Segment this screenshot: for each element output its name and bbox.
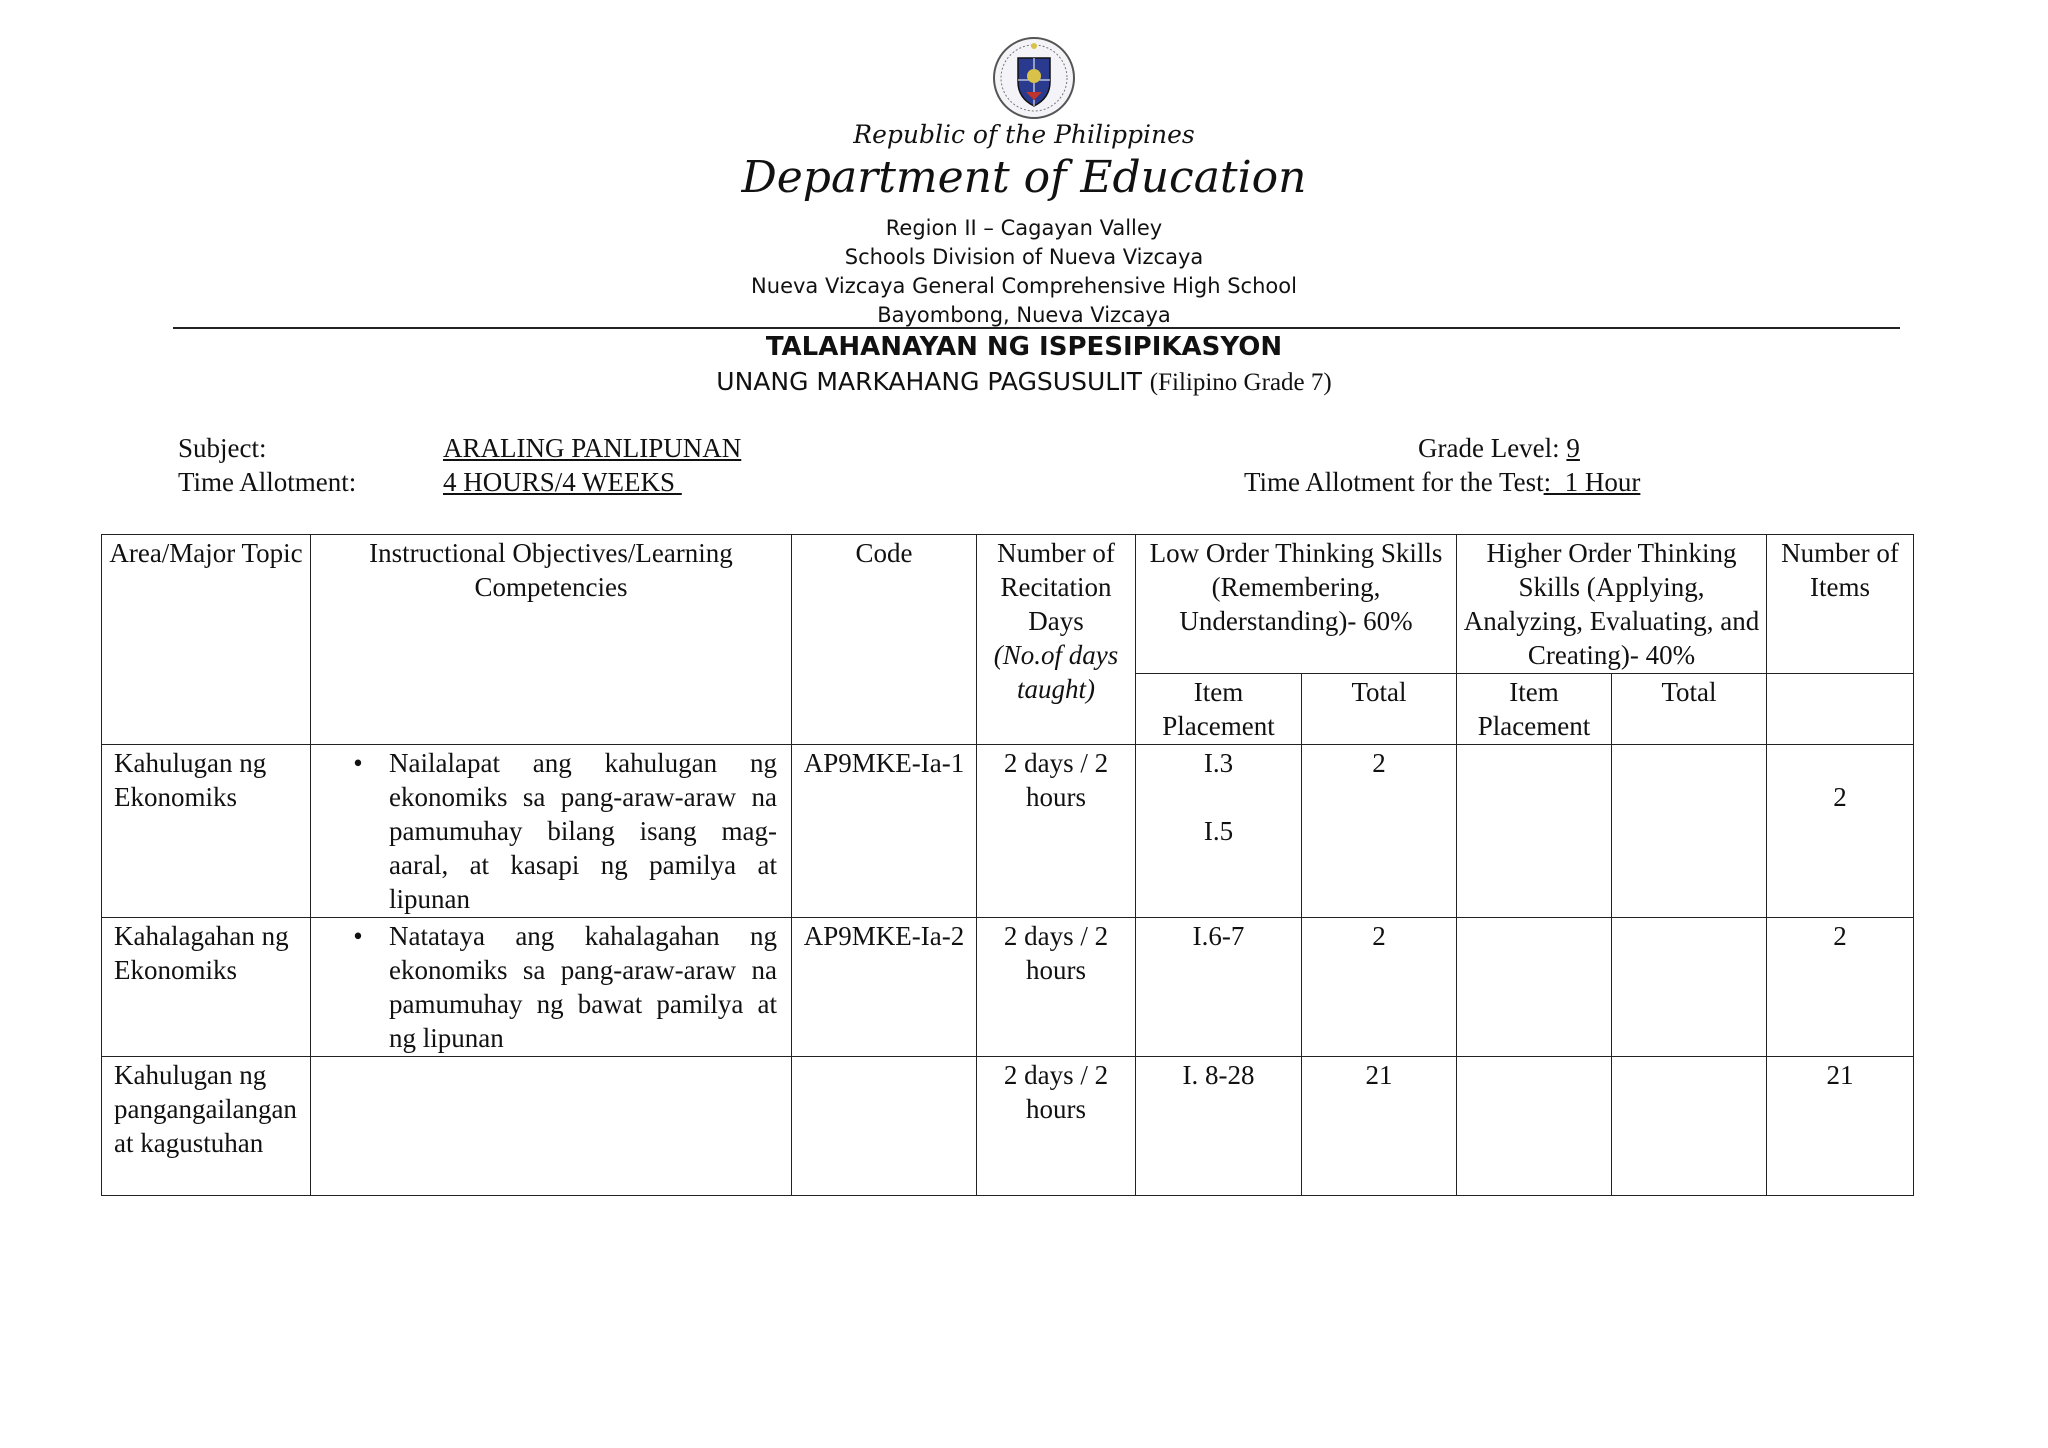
- row-code: [792, 1057, 977, 1196]
- row-hots-placement: [1457, 918, 1612, 1057]
- test-time: [1244, 467, 1640, 498]
- deped-seal-icon: [992, 36, 1076, 120]
- header-hots-total: Total: [1612, 674, 1767, 745]
- header-items-blank: [1767, 674, 1914, 745]
- header-lots: Low Order Thinking Skills (Remembering, Understanding)- 60%: [1136, 535, 1457, 674]
- table-row: [102, 918, 1914, 1057]
- row-objective: [311, 745, 792, 918]
- school-line: Nueva Vizcaya General Comprehensive High School: [751, 274, 1297, 298]
- region-line: Region II – Cagayan Valley: [885, 216, 1163, 240]
- time-allotment-label: Time Allotment:: [178, 467, 357, 497]
- row-code: AP9MKE-Ia-2: [792, 918, 977, 1057]
- header-hots: Higher Order Thinking Skills (Applying, Analyzing, Evaluating, and Creating)- 40%: [1457, 535, 1767, 674]
- row-items: 21: [1767, 1057, 1914, 1196]
- test-time-value: : 1 Hour: [1543, 467, 1641, 497]
- header-lines: [0, 214, 2048, 330]
- subtitle-paren: (Filipino Grade 7): [1149, 369, 1332, 396]
- subject-label: Subject:: [178, 433, 267, 463]
- specification-table: [101, 534, 1914, 1196]
- header-area: Area/Major Topic: [102, 535, 311, 745]
- row-lots-total: 2: [1302, 745, 1457, 918]
- subtitle-main: UNANG MARKAHANG PAGSUSULIT: [716, 367, 1142, 396]
- grade-level-value: 9: [1566, 433, 1580, 463]
- document-subtitle: [0, 367, 2048, 397]
- row-items: 2: [1767, 918, 1914, 1057]
- placement-item: I.3: [1203, 748, 1234, 778]
- row-objective: [311, 918, 792, 1057]
- row-days: 2 days / 2 hours: [977, 918, 1136, 1057]
- row-objective: [311, 1057, 792, 1196]
- header-days: [977, 535, 1136, 745]
- table-row: [102, 745, 1914, 918]
- row-days: 2 days / 2 hours: [977, 745, 1136, 918]
- objective-text: Nailalapat ang kahulugan ng ekonomiks sa pang-araw-araw na pamumuhay bilang isang mag-aaral, at kasapi ng pamilya at lipunan: [389, 748, 777, 914]
- row-area: Kahalagahan ng Ekonomiks: [102, 918, 311, 1057]
- row-hots-total: [1612, 1057, 1767, 1196]
- row-lots-placement: [1136, 745, 1302, 918]
- row-code: AP9MKE-Ia-1: [792, 745, 977, 918]
- row-days: 2 days / 2 hours: [977, 1057, 1136, 1196]
- placement-item: I.5: [1203, 816, 1234, 846]
- row-hots-placement: [1457, 1057, 1612, 1196]
- objective-text: Natataya ang kahalagahan ng ekonomiks sa pang-araw-araw na pamumuhay ng bawat pamilya at ng lipunan: [389, 921, 777, 1053]
- grade-level-label: Grade Level:: [1418, 433, 1567, 463]
- test-time-label: Time Allotment for the Test: [1244, 467, 1544, 497]
- row-lots-total: 2: [1302, 918, 1457, 1057]
- grade-level: [1418, 433, 1580, 464]
- row-lots-total: 21: [1302, 1057, 1457, 1196]
- bullet-icon: •: [353, 748, 363, 778]
- header-lots-placement: Item Placement: [1136, 674, 1302, 745]
- header-objectives: Instructional Objectives/Learning Competencies: [311, 535, 792, 745]
- table-row: [102, 1057, 1914, 1196]
- row-lots-placement: I. 8-28: [1136, 1057, 1302, 1196]
- header-days-main: Number of Recitation Days: [997, 538, 1115, 636]
- bullet-icon: •: [353, 921, 363, 951]
- header-items: Number of Items: [1767, 535, 1914, 674]
- header-row: [102, 535, 1914, 674]
- time-allotment-value: 4 HOURS/4 WEEKS: [443, 467, 682, 497]
- row-area: Kahulugan ng Ekonomiks: [102, 745, 311, 918]
- header-lots-total: Total: [1302, 674, 1457, 745]
- header-rule: [173, 327, 1900, 329]
- location-line: Bayombong, Nueva Vizcaya: [877, 303, 1171, 327]
- division-line: Schools Division of Nueva Vizcaya: [844, 245, 1204, 269]
- row-lots-placement: I.6-7: [1136, 918, 1302, 1057]
- header-hots-placement: Item Placement: [1457, 674, 1612, 745]
- row-hots-total: [1612, 745, 1767, 918]
- row-items: 2: [1767, 745, 1914, 918]
- header-days-note: (No.of days taught): [993, 640, 1119, 704]
- republic-line: Republic of the Philippines: [853, 120, 1195, 149]
- row-hots-placement: [1457, 745, 1612, 918]
- document-title: TALAHANAYAN NG ISPESIPIKASYON: [765, 332, 1283, 362]
- header-code: Code: [792, 535, 977, 745]
- row-hots-total: [1612, 918, 1767, 1057]
- department-name: Department of Education: [741, 152, 1307, 203]
- row-area: Kahulugan ng pangangailangan at kagustuhan: [102, 1057, 311, 1196]
- subject-value: ARALING PANLIPUNAN: [443, 433, 742, 463]
